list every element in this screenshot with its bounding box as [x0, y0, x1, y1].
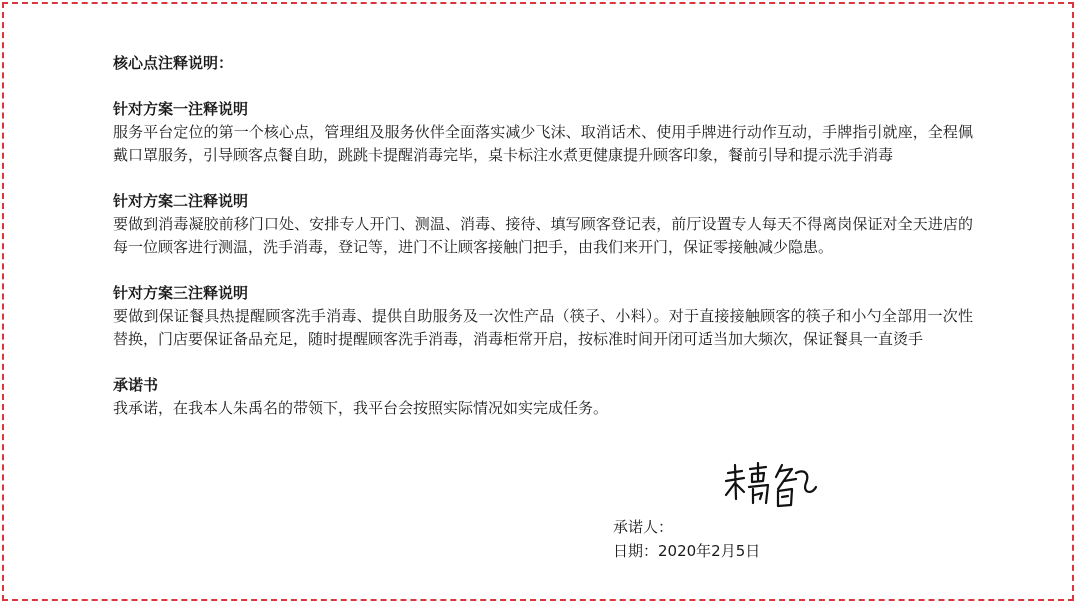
date-label: 日期：2020年2月5日 — [613, 542, 761, 560]
section-pledge — [113, 374, 983, 420]
section-plan-two — [113, 190, 983, 259]
section-heading: 针对方案一注释说明 — [113, 100, 249, 118]
pledge-body: 我承诺，在我本人朱禹名的带领下，我平台会按照实际情况如实完成任务。 — [113, 399, 609, 417]
section-body: 服务平台定位的第一个核心点，管理组及服务伙伴全面落实减少飞沫、取消话术、使用手牌进行动作互动，手牌指引就座，全程佩戴口罩服务，引导顾客点餐自助，跳跳卡提醒消毒完毕，桌卡标注水煮更健康提升顾客印象，餐前引导和提示洗手消毒 — [113, 123, 973, 164]
section-plan-one — [113, 98, 983, 167]
section-heading: 针对方案三注释说明 — [113, 284, 249, 302]
section-body: 要做到消毒凝胶前移门口处、安排专人开门、测温、消毒、接待、填写顾客登记表，前厅设置专人每天不得离岗保证对全天进店的每一位顾客进行测温，洗手消毒，登记等，进门不让顾客接触门把手，由我们来开门，保证零接触减少隐患。 — [113, 215, 973, 256]
signatory-block — [613, 515, 760, 563]
pledge-heading: 承诺书 — [113, 376, 159, 394]
section-body: 要做到保证餐具热提醒顾客洗手消毒、提供自助服务及一次性产品（筷子、小料）。对于直接接触顾客的筷子和小勺全部用一次性替换，门店要保证备品充足，随时提醒顾客洗手消毒，消毒柜常开启，按标准时间开闭可适当加大频次，保证餐具一直烫手 — [113, 307, 973, 348]
signatory-label: 承诺人： — [613, 518, 674, 536]
document-title: 核心点注释说明： — [113, 54, 234, 72]
document-content — [113, 52, 983, 420]
section-plan-three — [113, 282, 983, 351]
section-heading: 针对方案二注释说明 — [113, 192, 249, 210]
handwritten-signature — [722, 459, 822, 511]
